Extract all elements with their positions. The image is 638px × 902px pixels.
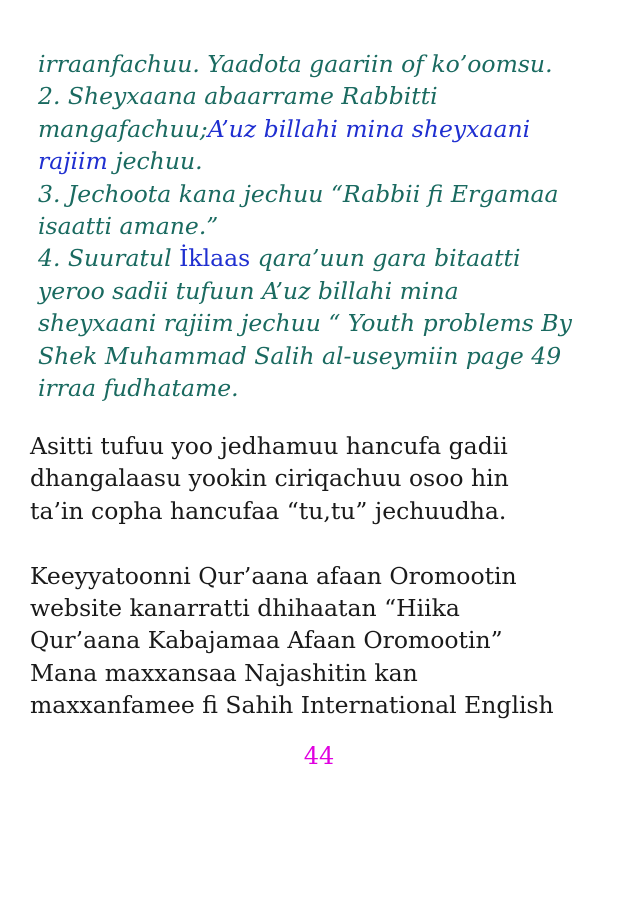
quote-line: sheyxaani rajiim jechuu “ Youth problems By [38, 309, 572, 338]
quote-line [38, 242, 618, 274]
paragraph-spacer [30, 527, 620, 559]
quote-text: 4. Suuratul [38, 244, 180, 273]
quote-line: Shek Muhammad Salih al-useymiin page 49 [38, 341, 562, 370]
page-number: 44 [303, 742, 335, 770]
quote-line: 3. Jechoota kana jechuu “Rabbii fi Ergamaa [38, 179, 559, 208]
quote-text: mangafachuu; [38, 114, 208, 143]
quote-block [38, 48, 618, 404]
highlighted-phrase: A’uz billahi mina sheyxaani [207, 114, 531, 143]
quote-line: 2. Sheyxaana abaarrame Rabbitti [38, 82, 438, 111]
paragraph-line: Asitti tufuu yoo jedhamuu hancufa gadii [30, 432, 508, 460]
paragraph-line: Mana maxxansaa Najashitin kan [30, 658, 418, 687]
paragraph-2 [30, 560, 620, 722]
quote-line: isaatti amane.” [38, 212, 219, 241]
paragraph-1 [30, 430, 620, 527]
paragraph-line: website kanarratti dhihaatan “Hiika [30, 594, 460, 623]
surah-name: İklaas [179, 244, 251, 273]
highlighted-phrase: rajiim [38, 147, 108, 176]
quote-line [38, 113, 618, 145]
paragraph-line: maxxanfamee fi Sahih International English [30, 691, 554, 720]
quote-text: qara’uun gara bitaatti [250, 244, 521, 273]
paragraph-line: dhangalaasu yookin ciriqachuu osoo hin [30, 464, 509, 493]
body-text [30, 430, 620, 722]
quote-line [38, 145, 618, 177]
paragraph-line: ta’in copha hancufaa “tu,tu” jechuudha. [30, 496, 507, 525]
quote-line: yeroo sadii tufuun A’uz billahi mina [38, 276, 459, 305]
paragraph-line: Keeyyatoonni Qur’aana afaan Oromootin [30, 561, 517, 590]
quote-line: irraa fudhatame. [38, 374, 239, 403]
paragraph-line: Qur’aana Kabajamaa Afaan Oromootin” [30, 626, 503, 655]
quote-line: irraanfachuu. Yaadota gaariin of ko’oomsu. [38, 50, 553, 78]
quote-text: jechuu. [107, 147, 203, 176]
